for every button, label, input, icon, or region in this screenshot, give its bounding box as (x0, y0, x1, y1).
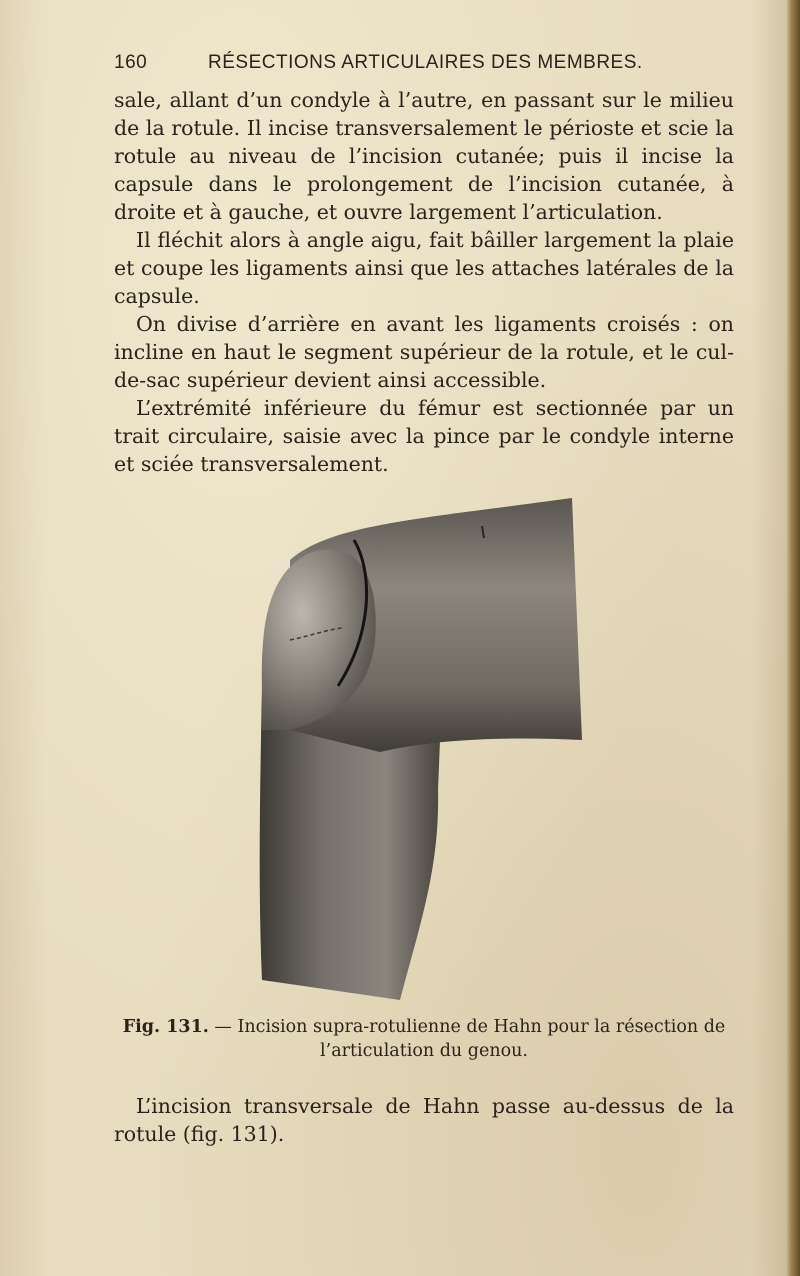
page-edge (786, 0, 800, 1276)
paragraph: On divise d’arrière en avant les ligaments croisés : on incline en haut le segment supérieur de la rotule, et le cul-de-sac supérieur devient ainsi accessible. (114, 312, 734, 392)
paragraph: Il fléchit alors à angle aigu, fait bâiller largement la plaie et coupe les ligaments ainsi que les attaches latérales de la capsule. (114, 228, 734, 308)
closing-text (114, 1092, 734, 1148)
paragraph: L’extrémité inférieure du fémur est sectionnée par un trait circulaire, saisie avec la pince par le condyle interne et sciée transversalement. (114, 396, 734, 476)
knee-figure (250, 490, 590, 1010)
paragraph: sale, allant d’un condyle à l’autre, en passant sur le milieu de la rotule. Il incise transversalement le périoste et scie la rotule au niveau de l’incision cutanée; puis il incise la capsule dans le prolongement de l’incision cutanée, à droite et à gauche, et ouvre largement l’articulation. (114, 88, 734, 224)
figure-caption (116, 1015, 732, 1063)
flexed-knee-illustration (250, 490, 590, 1010)
paragraph: L’incision transversale de Hahn passe au-dessus de la rotule (fig. 131). (114, 1094, 734, 1146)
figure-label: Fig. 131. (122, 1017, 209, 1037)
figure-caption-text: — Incision supra-rotulienne de Hahn pour la résection de l’articulation du genou. (214, 1017, 726, 1061)
running-header (114, 52, 736, 78)
page-number: 160 (114, 52, 148, 73)
body-text (114, 86, 734, 478)
running-title: RÉSECTIONS ARTICULAIRES DES MEMBRES. (208, 52, 643, 73)
